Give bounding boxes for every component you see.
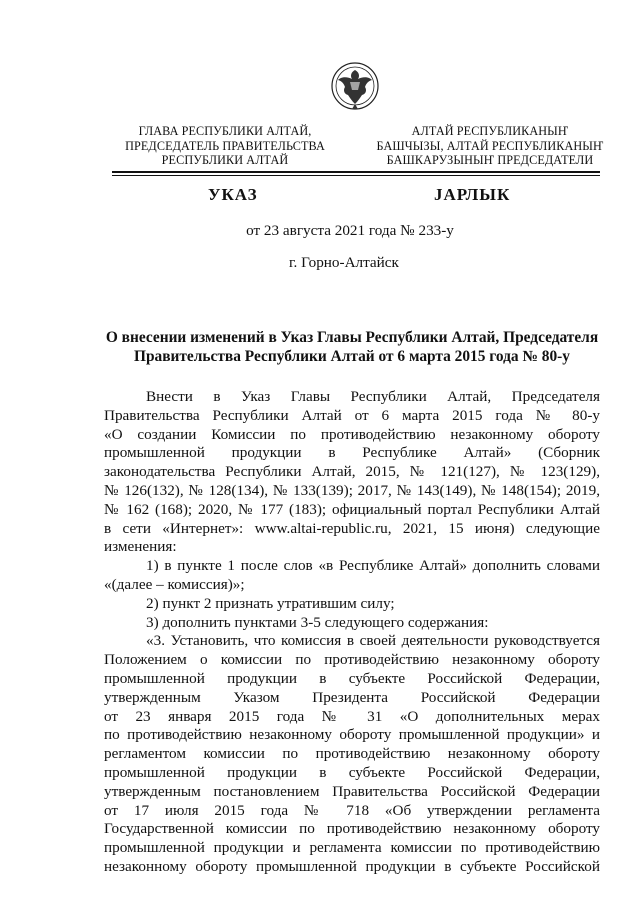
body-line: изменения: [104,538,177,556]
header-divider-thick [112,171,600,173]
body-line: промышленной продукции в субъекте Российской Федерации, [104,669,600,687]
body-line: № 162 (168); 2020, № 177 (183); официальный портал Республики Алтай [104,500,600,518]
header-left-line: ПРЕДСЕДАТЕЛЬ ПРАВИТЕЛЬСТВА [125,138,325,153]
coat-of-arms-icon [330,60,380,114]
body-line: промышленной продукции в Республике Алтай» (Сборник [104,444,600,462]
header-right-line: БАШКАРУЗЫНЫҤ ПРЕДСЕДАТЕЛИ [386,153,594,167]
header-left-line: ГЛАВА РЕСПУБЛИКИ АЛТАЙ, [138,124,312,138]
body-line: 1) в пункте 1 после слов «в Республике Алтай» дополнить словами [146,557,600,575]
header-left-line: РЕСПУБЛИКИ АЛТАЙ [161,153,289,167]
body-line: регламентом комиссии по противодействию незаконному обороту [104,745,600,763]
document-heading [104,328,600,366]
body-line: № 126(132), № 128(134), № 133(139); 2017, № 143(149), № 148(154); 2019, [104,481,600,499]
body-line: утвержденным постановлением Правительства Российской Федерации [104,782,600,800]
body-line: незаконному обороту промышленной продукции в субъекте Российской [104,857,600,875]
body-line: Внести в Указ Главы Республики Алтай, Председателя [146,388,600,405]
body-line: от 17 июля 2015 года № 718 «Об утверждении регламента [104,801,600,819]
body-line: Правительства Республики Алтай от 6 марта 2015 года № 80-у [104,406,600,424]
heading-line: Правительства Республики Алтай от 6 марта 2015 года № 80-у [133,348,571,365]
header-right-line: БАШЧЫЗЫ, АЛТАЙ РЕСПУБЛИКАНЫҤ [376,138,604,153]
heading-line: О внесении изменений в Указ Главы Республики Алтай, Председателя [105,329,599,346]
body-line: Государственной комиссии по противодействию незаконному обороту [104,820,600,838]
header-divider-thin [112,175,600,176]
body-line: 2) пункт 2 признать утратившим силу; [146,594,395,612]
header-right [345,124,635,168]
body-line: промышленной продукции и регламента комиссии по противодействию [104,839,600,857]
body-line: законодательства Республики Алтай, 2015, № 121(127), № 123(129), [104,463,600,481]
body-line: промышленной продукции в субъекте Российской Федерации, [104,763,600,781]
body-line: по противодействию незаконному обороту промышленной продукции» и [104,726,600,744]
body-line: «О создании Комиссии по противодействию незаконному обороту [104,425,600,443]
document-title-ru: УКАЗ [208,185,258,204]
header-left [110,124,340,168]
body-line: утвержденным Указом Президента Российской Федерации [104,688,600,706]
body-line: «(далее – комиссия)»; [104,575,245,593]
document-title-alt: JАРЛЫК [434,185,511,204]
date-number-line: от 23 августа 2021 года № 233-у [246,222,454,239]
city-line: г. Горно-Алтайск [289,254,399,271]
document-body [104,388,600,877]
body-line: в сети «Интернет»: www.altai-republic.ru, 2021, 15 июня) следующие [104,519,600,537]
header-right-line: АЛТАЙ РЕСПУБЛИКАНЫҤ [411,124,569,138]
body-line: от 23 января 2015 года № 31 «О дополнительных мерах [104,707,600,725]
body-line: 3) дополнить пунктами 3-5 следующего содержания: [146,613,489,631]
body-line: Положением о комиссии по противодействию незаконному обороту [104,651,600,669]
body-line: «3. Установить, что комиссия в своей деятельности руководствуется [146,632,600,650]
